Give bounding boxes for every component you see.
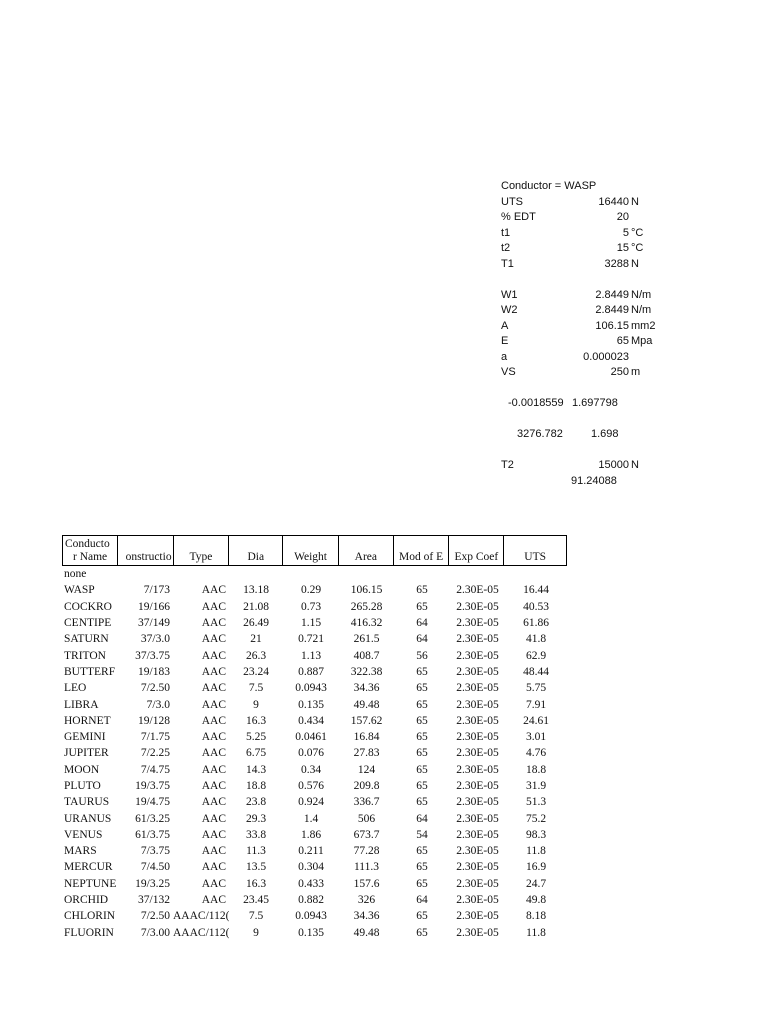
cell-uts: 8.18 [525, 910, 547, 923]
calc-1-b: 1.697798 [572, 397, 618, 409]
param-row [501, 350, 641, 366]
cell-uts: 49.8 [525, 894, 547, 907]
param-value: 15000 [598, 459, 629, 471]
cell-name: WASP [64, 584, 95, 597]
cell-weight: 1.15 [300, 617, 322, 630]
cell-name: FLUORIN [64, 926, 114, 939]
cell-construction: 37/3.0 [140, 633, 170, 646]
cell-uts: 40.53 [523, 600, 549, 613]
cell-mod-of-e: 65 [416, 861, 428, 874]
cell-area: 34.36 [353, 682, 380, 695]
param-unit: Mpa [631, 335, 653, 347]
param-value: 20 [616, 211, 629, 223]
cell-construction: 7/4.75 [140, 763, 170, 776]
param-label: VS [501, 366, 516, 378]
cell-area: 261.5 [353, 633, 380, 646]
table-row [62, 713, 567, 729]
cell-mod-of-e: 65 [416, 584, 428, 597]
cell-area: 265.28 [350, 600, 383, 613]
table-row [62, 647, 567, 663]
cell-dia: 26.49 [243, 617, 269, 630]
cell-dia: 9 [253, 926, 259, 939]
cell-name: CHLORIN [64, 910, 116, 923]
cell-exp-coef: 2.30E-05 [456, 845, 499, 858]
cell-exp-coef: 2.30E-05 [456, 714, 499, 727]
cell-uts: 3.01 [525, 731, 547, 744]
param-row [501, 334, 653, 350]
cell-construction: 19/3.25 [135, 877, 170, 890]
table-row [62, 843, 567, 859]
cell-mod-of-e: 65 [416, 665, 428, 678]
cell-uts: 11.8 [526, 926, 546, 939]
header-mod-of-e: Mod of E [394, 536, 450, 565]
header-construction: onstructio [118, 536, 174, 565]
cell-area: 322.38 [350, 665, 383, 678]
cell-name: LEO [64, 682, 87, 695]
cell-type: AAC [201, 780, 226, 792]
cell-area: 49.48 [353, 698, 380, 711]
cell-weight: 0.721 [298, 633, 324, 646]
cell-area: 111.3 [353, 861, 380, 874]
table-row [62, 615, 567, 631]
cell-weight: 1.4 [303, 812, 319, 825]
cell-area: 49.48 [353, 926, 380, 939]
cell-exp-coef: 2.30E-05 [456, 812, 499, 825]
param-unit: N [631, 257, 639, 270]
cell-exp-coef: 2.30E-05 [456, 877, 499, 890]
cell-exp-coef: 2.30E-05 [456, 731, 499, 744]
cell-name: ORCHID [64, 894, 109, 907]
table-row [62, 778, 567, 794]
cell-area: 157.62 [350, 714, 383, 727]
cell-weight: 0.433 [298, 877, 324, 890]
cell-area: 16.84 [353, 731, 380, 744]
cell-name: COCKRO [64, 600, 112, 613]
param-label: W2 [501, 304, 518, 316]
cell-type: AAC [201, 828, 226, 841]
param-value: 15 [616, 242, 629, 254]
param-row [501, 195, 641, 211]
cell-construction: 37/149 [138, 617, 170, 630]
cell-construction: 7/3.0 [146, 698, 170, 711]
final-value: 91.24088 [571, 474, 617, 487]
cell-dia: 13.5 [245, 861, 267, 874]
cell-weight: 0.887 [298, 665, 324, 678]
table-row [62, 664, 567, 680]
table-row [62, 892, 567, 908]
cell-type: AAC [201, 861, 226, 874]
cell-exp-coef: 2.30E-05 [456, 698, 499, 711]
param-value: 2.8449 [595, 304, 629, 316]
cell-type: AAC [201, 763, 226, 776]
cell-dia: 13.18 [243, 584, 269, 597]
param-unit: mm2 [631, 319, 656, 332]
table-row [62, 810, 567, 826]
cell-weight: 1.86 [300, 828, 322, 841]
cell-exp-coef: 2.30E-05 [456, 796, 499, 809]
cell-area: 209.8 [353, 780, 380, 792]
param-value: 3288 [604, 257, 629, 270]
cell-mod-of-e: 65 [416, 731, 428, 744]
cell-uts: 48.44 [523, 665, 549, 678]
cell-dia: 29.3 [245, 812, 267, 825]
cell-dia: 16.3 [245, 877, 267, 890]
table-row [62, 859, 567, 875]
table-row [62, 745, 567, 761]
table-row [62, 762, 567, 778]
table-row [62, 599, 567, 615]
cell-construction: 61/3.75 [135, 828, 170, 841]
table-row-none [62, 566, 567, 582]
cell-weight: 0.0943 [295, 682, 327, 695]
table-row [62, 794, 567, 810]
param-row [501, 241, 644, 257]
conductor-text: Conductor = WASP [501, 180, 597, 192]
cell-exp-coef: 2.30E-05 [456, 665, 499, 678]
cell-uts: 75.2 [525, 812, 547, 825]
cell-weight: 0.576 [298, 780, 324, 792]
cell-area: 106.15 [350, 584, 383, 597]
cell-dia: 21 [250, 633, 262, 646]
param-label: W1 [501, 288, 518, 301]
param-label: A [501, 319, 509, 332]
table-row [62, 696, 567, 712]
cell-construction: 7/2.50 [140, 682, 170, 695]
table-row [62, 925, 567, 941]
param-unit: N/m [631, 304, 652, 316]
cell-construction: 37/132 [138, 894, 170, 907]
cell-dia: 23.8 [245, 796, 267, 809]
cell-dia: 9 [253, 698, 259, 711]
param-label: % EDT [501, 211, 536, 223]
cell-weight: 0.882 [298, 894, 324, 907]
cell-type: AAAC/112( [173, 910, 229, 923]
calc-row-2 [501, 427, 641, 443]
param-label: UTS [501, 195, 523, 208]
cell-mod-of-e: 65 [416, 926, 428, 939]
cell-area: 124 [357, 763, 376, 776]
header-weight: Weight [283, 536, 339, 565]
param-row [501, 257, 641, 273]
header-uts: UTS [524, 551, 546, 563]
cell-dia: 11.3 [246, 845, 266, 858]
cell-exp-coef: 2.30E-05 [456, 910, 499, 923]
param-label: t2 [501, 242, 511, 254]
table-row [62, 582, 567, 598]
cell-weight: 0.73 [300, 600, 322, 613]
cell-construction: 7/2.25 [140, 747, 170, 760]
cell-uts: 18.8 [525, 763, 547, 776]
none-cell: none [64, 568, 87, 581]
cell-type: AAC [201, 812, 226, 825]
cell-area: 408.7 [353, 649, 380, 662]
cell-mod-of-e: 64 [416, 894, 428, 907]
calc-2-a: 3276.782 [517, 428, 563, 440]
cell-construction: 61/3.25 [135, 812, 170, 825]
cell-dia: 23.24 [243, 665, 269, 678]
param-value: 250 [610, 366, 629, 378]
header-dia: Dia [229, 536, 283, 565]
cell-name: NEPTUNE [64, 877, 117, 890]
cell-type: AAC [201, 617, 226, 630]
cell-construction: 19/4.75 [135, 796, 170, 809]
header-type: Type [174, 536, 230, 565]
cell-area: 326 [357, 894, 376, 907]
cell-exp-coef: 2.30E-05 [456, 828, 499, 841]
conductor-table [62, 535, 567, 941]
cell-uts: 4.76 [525, 747, 547, 760]
cell-name: VENUS [64, 828, 103, 841]
cell-name: URANUS [64, 812, 112, 825]
cell-name: PLUTO [64, 780, 101, 792]
cell-area: 34.36 [353, 910, 380, 923]
cell-type: AAC [201, 894, 226, 907]
cell-type: AAC [201, 877, 226, 890]
param-label: a [501, 350, 508, 363]
param-label: T2 [501, 459, 514, 471]
cell-mod-of-e: 65 [416, 845, 428, 858]
header-area: Area [339, 536, 394, 565]
cell-name: CENTIPE [64, 617, 112, 630]
cell-type: AAC [201, 682, 226, 695]
cell-exp-coef: 2.30E-05 [456, 926, 499, 939]
cell-uts: 24.61 [523, 714, 549, 727]
cell-exp-coef: 2.30E-05 [456, 780, 499, 792]
cell-uts: 16.44 [523, 584, 549, 597]
param-value: 2.8449 [595, 288, 629, 301]
cell-uts: 5.75 [525, 682, 547, 695]
cell-dia: 21.08 [243, 600, 269, 613]
cell-type: AAC [201, 584, 226, 597]
parameter-block [501, 179, 656, 489]
cell-construction: 19/166 [138, 600, 170, 613]
cell-exp-coef: 2.30E-05 [456, 861, 499, 874]
cell-type: AAC [201, 796, 226, 809]
table-row [62, 631, 567, 647]
cell-name: MOON [64, 763, 100, 776]
cell-dia: 7.5 [248, 910, 264, 923]
cell-area: 77.28 [353, 845, 380, 858]
calc-row-1 [501, 396, 641, 412]
param-row [501, 365, 641, 381]
param-label: E [501, 335, 509, 347]
cell-construction: 7/3.00 [140, 926, 170, 939]
cell-mod-of-e: 65 [416, 910, 428, 923]
cell-type: AAC [201, 845, 226, 858]
cell-construction: 19/128 [138, 714, 170, 727]
cell-mod-of-e: 65 [416, 780, 428, 792]
cell-type: AAC [201, 747, 226, 760]
cell-exp-coef: 2.30E-05 [456, 747, 499, 760]
cell-uts: 51.3 [525, 796, 547, 809]
cell-type: AAC [201, 731, 226, 744]
cell-name: TRITON [64, 649, 106, 662]
cell-weight: 0.34 [300, 763, 322, 776]
cell-type: AAC [201, 665, 226, 678]
cell-weight: 0.0943 [295, 910, 327, 923]
cell-uts: 16.9 [525, 861, 547, 874]
param-label: T1 [501, 257, 514, 270]
cell-uts: 61.86 [523, 617, 549, 630]
cell-weight: 0.135 [298, 698, 324, 711]
cell-name: BUTTERF [64, 665, 116, 678]
cell-construction: 7/173 [143, 584, 170, 597]
param-value: 106.15 [595, 319, 629, 332]
param-row [501, 288, 652, 304]
cell-dia: 18.8 [245, 780, 267, 792]
table-row [62, 876, 567, 892]
conductor-line [501, 179, 641, 195]
cell-uts: 11.8 [526, 845, 546, 858]
param-row [501, 226, 644, 242]
cell-name: MARS [64, 845, 97, 858]
cell-dia: 23.45 [243, 894, 269, 907]
param-value: 65 [616, 335, 629, 347]
cell-weight: 0.924 [298, 796, 324, 809]
cell-construction: 7/4.50 [140, 861, 170, 874]
cell-dia: 7.5 [248, 682, 264, 695]
cell-exp-coef: 2.30E-05 [456, 600, 499, 613]
param-row-t2 [501, 458, 641, 474]
cell-uts: 24.7 [525, 877, 547, 890]
cell-weight: 0.211 [298, 845, 324, 858]
param-unit: N/m [631, 288, 652, 301]
cell-mod-of-e: 65 [416, 714, 428, 727]
cell-uts: 7.91 [525, 698, 547, 711]
param-value: 16440 [598, 195, 629, 208]
param-row [501, 319, 656, 335]
cell-uts: 41.8 [525, 633, 547, 646]
cell-exp-coef: 2.30E-05 [456, 633, 499, 646]
cell-mod-of-e: 64 [416, 812, 428, 825]
cell-exp-coef: 2.30E-05 [456, 763, 499, 776]
cell-mod-of-e: 65 [416, 682, 428, 695]
cell-mod-of-e: 64 [416, 633, 428, 646]
param-unit: °C [631, 242, 644, 254]
calc-2-b: 1.698 [591, 428, 619, 440]
table-row [62, 680, 567, 696]
cell-type: AAC [201, 649, 226, 662]
param-unit: N [631, 195, 639, 208]
cell-dia: 16.3 [245, 714, 267, 727]
cell-construction: 19/183 [138, 665, 170, 678]
param-label: t1 [501, 226, 511, 239]
cell-name: HORNET [64, 714, 111, 727]
cell-name: LIBRA [64, 698, 99, 711]
cell-construction: 7/3.75 [140, 845, 170, 858]
cell-area: 336.7 [353, 796, 380, 809]
cell-area: 416.32 [350, 617, 383, 630]
cell-type: AAC [201, 600, 226, 613]
param-value: 0.000023 [583, 350, 629, 363]
cell-weight: 0.304 [298, 861, 324, 874]
header-exp-coef: Exp Coef [449, 536, 504, 565]
cell-area: 27.83 [353, 747, 380, 760]
final-row [501, 474, 641, 490]
cell-dia: 5.25 [245, 731, 267, 744]
cell-construction: 7/1.75 [140, 731, 170, 744]
param-unit: m [631, 366, 641, 378]
cell-mod-of-e: 65 [416, 877, 428, 890]
param-unit: °C [631, 226, 644, 239]
table-header [62, 535, 567, 566]
cell-type: AAC [201, 714, 226, 727]
cell-weight: 0.135 [298, 926, 324, 939]
header-conductor-name: Conducto r Name [63, 536, 118, 565]
param-row [501, 210, 641, 226]
param-row [501, 303, 652, 319]
cell-mod-of-e: 54 [416, 828, 428, 841]
cell-name: JUPITER [64, 747, 109, 760]
cell-uts: 31.9 [525, 780, 547, 792]
cell-uts: 98.3 [525, 828, 547, 841]
cell-mod-of-e: 64 [416, 617, 428, 630]
cell-exp-coef: 2.30E-05 [456, 894, 499, 907]
cell-exp-coef: 2.30E-05 [456, 584, 499, 597]
cell-dia: 14.3 [245, 763, 267, 776]
cell-name: GEMINI [64, 731, 106, 744]
cell-construction: 7/2.50 [140, 910, 170, 923]
cell-name: MERCUR [64, 861, 113, 874]
param-unit: N [631, 459, 639, 471]
cell-dia: 33.8 [245, 828, 267, 841]
cell-mod-of-e: 56 [416, 649, 428, 662]
table-row [62, 729, 567, 745]
cell-area: 673.7 [353, 828, 380, 841]
cell-weight: 0.0461 [295, 731, 327, 744]
cell-exp-coef: 2.30E-05 [456, 682, 499, 695]
cell-uts: 62.9 [525, 649, 547, 662]
cell-weight: 1.13 [300, 649, 322, 662]
cell-area: 157.6 [353, 877, 380, 890]
table-row [62, 908, 567, 924]
cell-type: AAC [201, 698, 226, 711]
cell-construction: 37/3.75 [135, 649, 170, 662]
cell-weight: 0.29 [300, 584, 322, 597]
cell-dia: 26.3 [245, 649, 267, 662]
cell-mod-of-e: 65 [416, 747, 428, 760]
cell-weight: 0.076 [298, 747, 324, 760]
cell-type: AAC [201, 633, 226, 646]
table-row [62, 827, 567, 843]
cell-mod-of-e: 65 [416, 600, 428, 613]
cell-dia: 6.75 [245, 747, 267, 760]
cell-mod-of-e: 65 [416, 796, 428, 809]
cell-weight: 0.434 [298, 714, 324, 727]
cell-name: TAURUS [64, 796, 110, 809]
table-body [62, 582, 567, 941]
cell-mod-of-e: 65 [416, 698, 428, 711]
cell-area: 506 [357, 812, 376, 825]
cell-construction: 19/3.75 [135, 780, 170, 792]
param-value: 5 [622, 226, 629, 239]
cell-exp-coef: 2.30E-05 [456, 617, 499, 630]
cell-name: SATURN [64, 633, 109, 646]
cell-type: AAAC/112( [173, 926, 229, 939]
cell-exp-coef: 2.30E-05 [456, 649, 499, 662]
cell-mod-of-e: 65 [416, 763, 428, 776]
calc-1-a: -0.0018559 [508, 397, 564, 409]
